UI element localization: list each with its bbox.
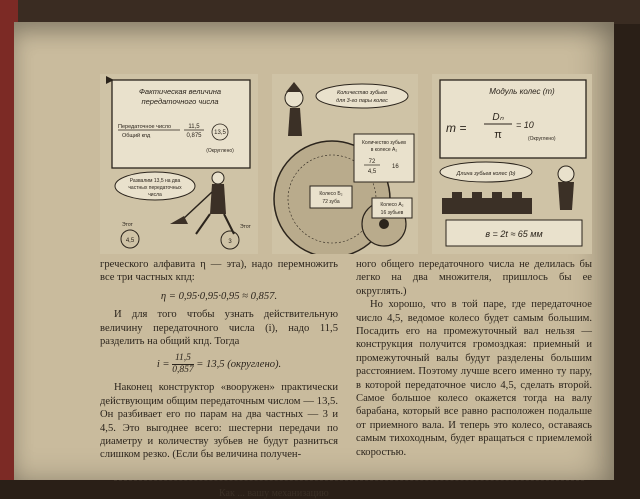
text-column-right: [356, 258, 592, 459]
panel2-speech-line2: для 3-го пары колес: [336, 98, 388, 104]
right-paragraph-2: Но хорошо, что в той паре, где передаточное число 4,5, ведомое колесо будет самым большим. Посадить его на промежуточный вал нельзя — конструкция получится громоздкая: приемный и промежуточный валы будут разделены большим расстоянием. Поэтому лучше всего именно ту пару, в которой передаточное число 4,5, сделать второй. Самое большое колесо окажется тогда на валу барабана, который все равно расположен подальше от приемного вала. И теперь это колесо, оставаясь самым тихоходным, будет вращаться с приемлемой скоростью.: [356, 299, 592, 458]
panel2-frac-result: 16: [392, 164, 399, 170]
illustration-panel-1: [100, 74, 258, 254]
panel2-left-label2: 72 зуба: [322, 199, 340, 205]
panel1-formula-left2: Общий кпд: [122, 133, 151, 139]
panel3-bottom: в = 2t ≈ 65 мм: [485, 229, 543, 239]
panel2-frac-den: 4,5: [367, 169, 377, 175]
panel3-formula-num: Dₙ: [492, 112, 504, 123]
formula-efficiency: η = 0,95·0,95·0,95 ≈ 0,857.: [160, 290, 278, 302]
illustration-panel-2: [272, 74, 418, 254]
wheel1-label: Этот: [122, 222, 133, 228]
panel1-speech3: числа: [148, 192, 162, 198]
formula-gear-ratio: [100, 353, 338, 376]
panel2-box-line1: Количество зубьев: [362, 140, 406, 146]
left-paragraph-3: Наконец конструктор «вооружен» практически действующим общим передаточным числом — 13,5. Он разбивает его по парам на два частных — 3 и 4,5. Это выгоднее всего: шестерни передачи по диаметру и количеству зубьев не будут разниться слишком резко. (Если бы величина получен-: [100, 382, 338, 461]
panel1-formula-den: 0,875: [186, 133, 202, 139]
footer-divider: [114, 480, 584, 487]
panel3-formula-m: m =: [446, 121, 467, 135]
panel2-speech-line1: Количество зубьев: [336, 90, 388, 96]
text-column-left: [100, 258, 338, 462]
panel1-speech2: частных передаточных: [128, 185, 182, 191]
formula2-den: 0,857: [172, 365, 194, 376]
panel2-left-label1: Колесо Б₂: [319, 191, 343, 197]
panel3-formula-result: = 10: [516, 120, 534, 130]
gear-module-cartoon: [432, 74, 592, 254]
wheel2-value: 3: [228, 239, 232, 245]
wheel2-label: Этот: [240, 224, 251, 230]
formula2-fraction: [172, 353, 193, 376]
panel1-formula-left: Передаточное число: [118, 124, 172, 130]
panel1-speech1: Развалим 13,5 на два: [129, 178, 181, 184]
formula2-left: i =: [156, 359, 170, 371]
formula2-right: = 13,5 (округлено).: [196, 359, 282, 371]
gear-ratio-cartoon: [100, 74, 258, 254]
panel3-title: Модуль колес (m): [489, 87, 555, 96]
left-paragraph-1: греческого алфавита η — эта), надо перемножить все три частных кпд:: [100, 259, 338, 284]
background-strip: [0, 0, 640, 24]
panel2-box-line2: в колесе А₂: [370, 147, 398, 153]
page-footer: Как ... вашу механизацию: [219, 488, 329, 499]
panel2-right-label1: Колесо А₂: [380, 202, 404, 208]
panel1-title-line1: Фактическая величина: [138, 87, 222, 96]
illustration-panel-3: [432, 74, 592, 254]
formula2-num: 11,5: [172, 353, 193, 365]
right-paragraph-1: ного общего передаточного числа не делилась бы легко на два множителя, пришлось бы ее округлять.): [356, 259, 592, 297]
wheel1-value: 4,5: [125, 238, 135, 244]
panel1-title-line2: передаточного числа: [141, 97, 219, 106]
panel1-formula-num: 11,5: [188, 124, 200, 130]
panel1-formula-note: (Округлено): [206, 148, 234, 154]
left-paragraph-2: И для того чтобы узнать действительную величину передаточного числа (i), надо 11,5 разделить на общий кпд. Тогда: [100, 309, 338, 348]
panel3-speech: Длина зубьев колес (b): [456, 171, 516, 177]
panel3-formula-note: (Округлено): [528, 136, 556, 142]
panel3-formula-den: π: [494, 129, 502, 141]
panel1-formula-result: 13,5: [214, 130, 226, 136]
book-page: [14, 22, 614, 499]
panel2-right-label2: 16 зубьев: [380, 210, 404, 216]
panel2-frac-num: 72: [368, 159, 376, 165]
gear-teeth-cartoon: [272, 74, 418, 254]
